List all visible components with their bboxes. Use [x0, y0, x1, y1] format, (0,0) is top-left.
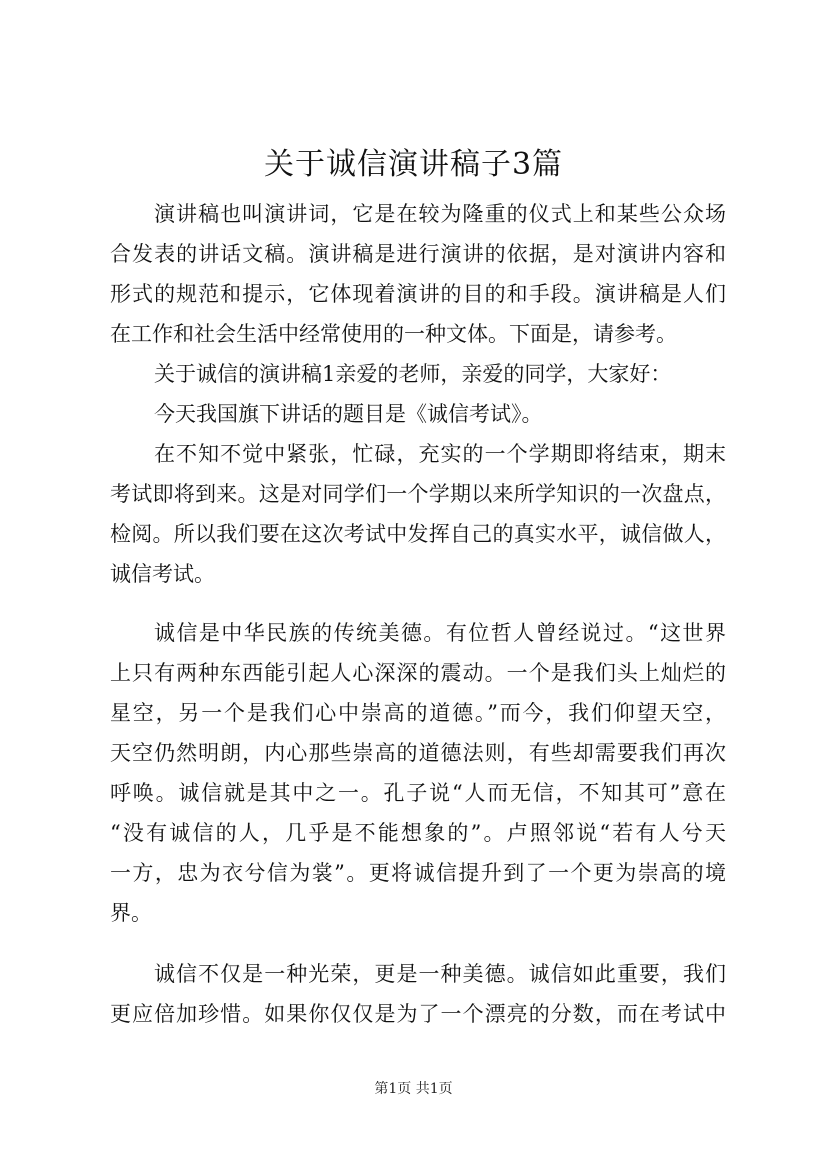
text-line: 诚信不仅是一种光荣，更是一种美德。诚信如此重要，我们 — [154, 962, 726, 986]
text-line: “没有诚信的人，几乎是不能想象的”。卢照邻说“若有人兮天 — [110, 821, 726, 845]
text-line: 界。 — [110, 901, 152, 925]
text-line: 合发表的讲话文稿。演讲稿是进行演讲的依据，是对演讲内容和 — [110, 242, 726, 266]
text-line: 演讲稿也叫演讲词，它是在较为隆重的仪式上和某些公众场 — [154, 202, 726, 226]
text-line: 诚信考试。 — [110, 562, 215, 586]
paragraph-gap — [110, 933, 726, 954]
text-line: 星空，另一个是我们心中崇高的道德。”而今，我们仰望天空， — [110, 701, 726, 725]
document-title: 关于诚信演讲稿子3篇 — [263, 147, 564, 182]
text-line: 在工作和社会生活中经常使用的一种文体。下面是，请参考。 — [110, 322, 677, 346]
text-line: 一方，忠为衣兮信为裳”。更将诚信提升到了一个更为崇高的境 — [110, 861, 726, 885]
text-line: 今天我国旗下讲话的题目是《诚信考试》。 — [154, 402, 543, 426]
page-footer: 第1页 共1页 — [374, 1081, 453, 1097]
text-line: 更应倍加珍惜。如果你仅仅是为了一个漂亮的分数，而在考试中 — [110, 1002, 726, 1026]
document-body — [110, 194, 726, 1034]
text-line: 关于诚信的演讲稿1亲爱的老师，亲爱的同学，大家好： — [154, 362, 672, 386]
text-line: 天空仍然明朗，内心那些崇高的道德法则，有些却需要我们再次 — [110, 741, 726, 765]
text-line: 检阅。所以我们要在这次考试中发挥自己的真实水平，诚信做人， — [110, 522, 726, 546]
text-line: 形式的规范和提示，它体现着演讲的目的和手段。演讲稿是人们 — [110, 282, 726, 306]
text-line: 考试即将到来。这是对同学们一个学期以来所学知识的一次盘点， — [110, 482, 726, 506]
text-line: 在不知不觉中紧张，忙碌，充实的一个学期即将结束，期末 — [154, 442, 726, 466]
paragraph-gap — [110, 594, 726, 613]
text-line: 诚信是中华民族的传统美德。有位哲人曾经说过。“这世界 — [154, 621, 726, 645]
text-line: 呼唤。诚信就是其中之一。孔子说“人而无信，不知其可”意在 — [110, 781, 726, 805]
text-line: 上只有两种东西能引起人心深深的震动。一个是我们头上灿烂的 — [110, 661, 726, 685]
